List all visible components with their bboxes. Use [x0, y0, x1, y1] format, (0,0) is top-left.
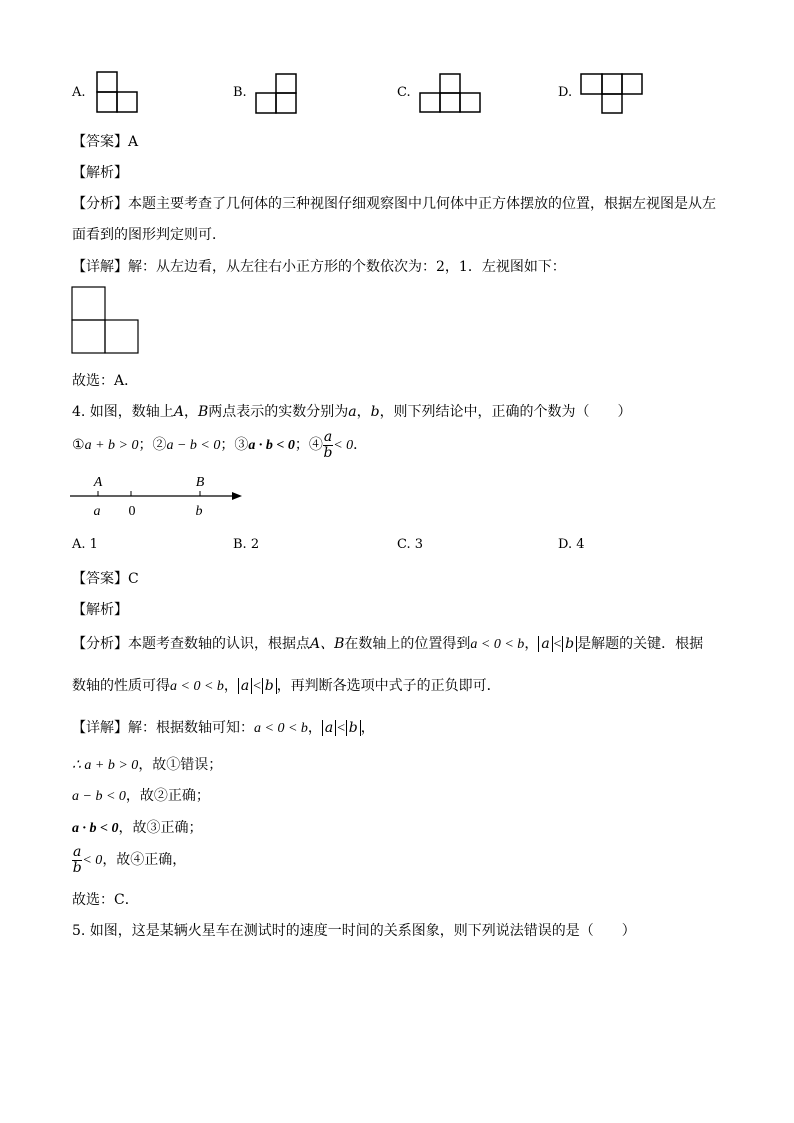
- q4-label-b: b: [195, 504, 203, 519]
- q3-conclusion: 故选：A．: [72, 373, 139, 389]
- q3-analysis-line1: 【分析】本题主要考查了几何体的三种视图仔细观察图中几何体中正方体摆放的位置，根据左视图是从左: [72, 196, 716, 212]
- q3-option-d-figure: [578, 72, 646, 115]
- q3-option-b-figure: [254, 72, 300, 114]
- q3-option-b-label: B.: [233, 85, 247, 100]
- q4-stem: 4. 如图，数轴上A，B两点表示的实数分别为a，b，则下列结论中，正确的个数为（ ）: [72, 404, 632, 420]
- q4-step3: a · b < 0，故③正确；: [72, 820, 203, 836]
- q4-label-zero: 0: [128, 504, 136, 519]
- q3-option-c-label: C.: [397, 85, 411, 100]
- q4-detail-line: 【详解】解：根据数轴可知：a < 0 < b， a < b ，: [72, 720, 375, 736]
- q4-label-a: a: [93, 504, 101, 519]
- q4-number-line: [66, 470, 246, 520]
- q4-step1: ∴ a + b > 0，故①错误；: [72, 757, 223, 773]
- q4-answer: 【答案】C: [72, 571, 139, 587]
- q5-stem: 5. 如图，这是某辆火星车在测试时的速度一时间的关系图象，则下列说法错误的是（ ）: [72, 923, 636, 939]
- q3-analysis-line2: 面看到的图形判定则可．: [72, 227, 226, 243]
- q3-left-view-figure: [71, 286, 141, 356]
- q3-option-c-figure: [418, 72, 484, 114]
- q4-analysis-heading: 【解析】: [72, 602, 128, 618]
- q4-step4: $\frac{a}{b}$ < 0，故④正确，: [72, 843, 187, 876]
- q4-option-d: D. 4: [558, 537, 585, 552]
- q4-analysis-line2: 数轴的性质可得a < 0 < b， a < b ，再判断各选项中式子的正负即可．: [72, 678, 501, 694]
- q3-detail: 【详解】解：从左边看，从左往右小正方形的个数依次为：2，1．左视图如下：: [72, 259, 566, 275]
- q4-point-b: B: [195, 475, 205, 490]
- q4-step2: a − b < 0，故②正确；: [72, 788, 210, 804]
- q3-analysis-heading: 【解析】: [72, 165, 128, 181]
- q3-option-a-figure: [94, 70, 142, 114]
- q4-option-a: A. 1: [72, 537, 98, 552]
- q3-option-d-label: D.: [558, 85, 573, 100]
- q4-option-b: B. 2: [233, 537, 260, 552]
- q3-answer: 【答案】A: [72, 134, 139, 150]
- q3-option-a-label: A.: [72, 85, 86, 100]
- q4-conclusion: 故选：C．: [72, 892, 139, 908]
- q4-conditions: ①a + b > 0；②a − b < 0；③a · b < 0；④ $\frac{a}{b}$ < 0．: [72, 428, 368, 461]
- q4-point-a: A: [93, 475, 103, 490]
- q4-option-c: C. 3: [397, 537, 424, 552]
- q4-analysis-line1: 【分析】本题考查数轴的认识，根据点A、B在数轴上的位置得到a < 0 < b， a < b 是解题的关键．根据: [72, 636, 704, 652]
